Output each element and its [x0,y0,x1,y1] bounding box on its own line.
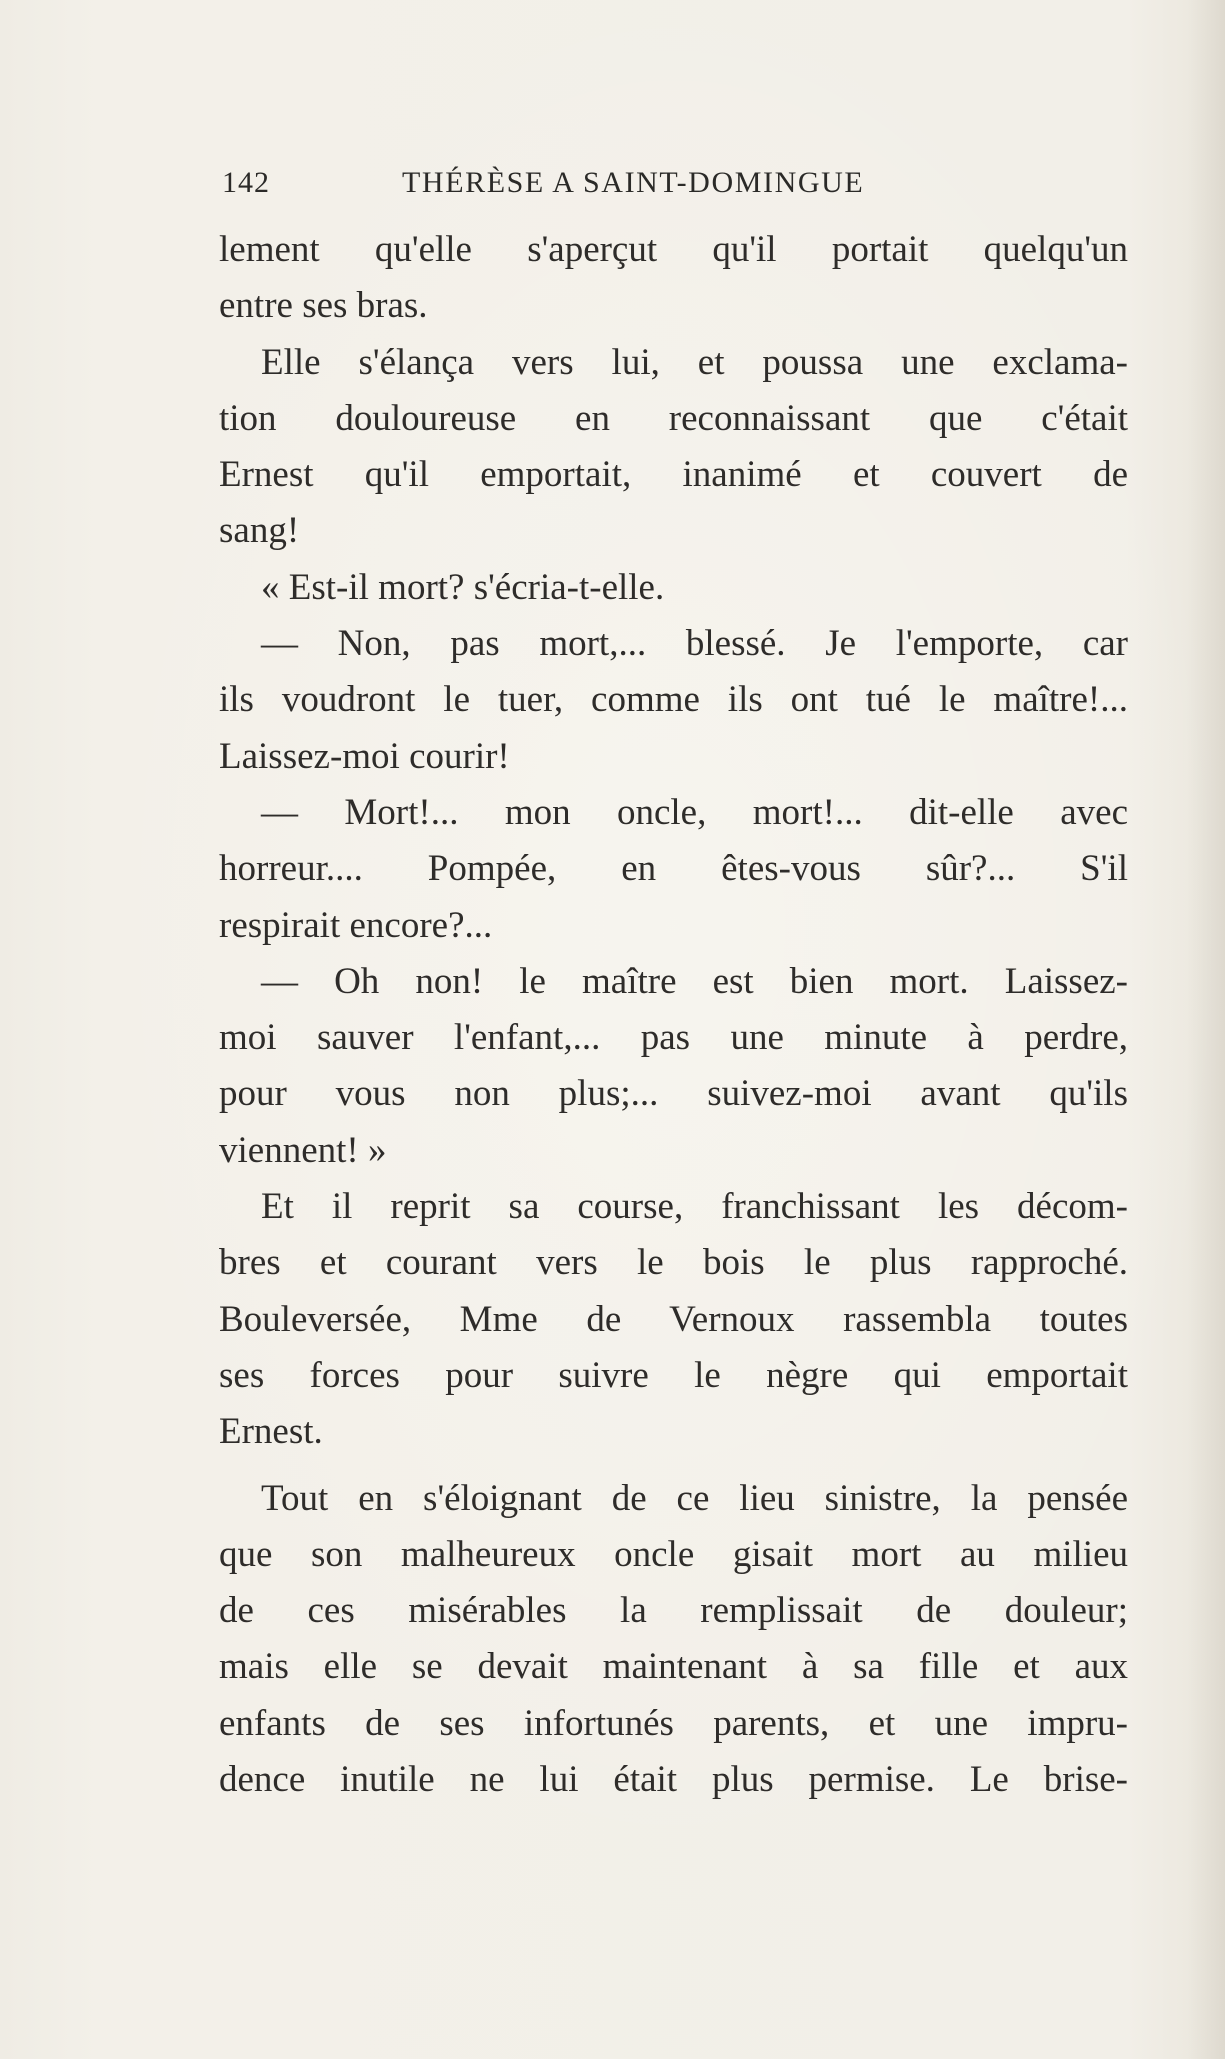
text-line: viennent! » [219,1129,387,1171]
text-line: entre ses bras. [219,285,428,327]
text-line: Tout en s'éloignant de ce lieu sinistre, la pensée [261,1477,1128,1519]
text-line: Ernest. [219,1411,323,1453]
text-line: — Non, pas mort,... blessé. Je l'emporte, car [261,623,1128,665]
text-line: enfants de ses infortunés parents, et une impru- [219,1702,1128,1744]
text-line: bres et courant vers le bois le plus rapproché. [219,1242,1128,1284]
running-head [222,166,1127,210]
text-line: mais elle se devait maintenant à sa fille et aux [219,1646,1128,1688]
text-line: de ces misérables la remplissait de douleur; [219,1590,1128,1632]
text-line: ses forces pour suivre le nègre qui emportait [219,1354,1128,1396]
text-line: que son malheureux oncle gisait mort au milieu [219,1533,1128,1575]
text-line: horreur.... Pompée, en êtes-vous sûr?... S'il [219,848,1128,890]
text-line: Et il reprit sa course, franchissant les décom- [261,1186,1128,1228]
text-line: — Oh non! le maître est bien mort. Laissez- [261,960,1128,1002]
text-line: lement qu'elle s'aperçut qu'il portait quelqu'un [219,229,1128,270]
text-line: pour vous non plus;... suivez-moi avant qu'ils [219,1073,1128,1115]
text-line: « Est-il mort? s'écria-t-elle. [261,566,665,608]
page-edge-shadow [1187,0,1225,2059]
page-number: 142 [222,166,270,199]
text-line: dence inutile ne lui était plus permise. Le brise- [219,1759,1128,1801]
text-line: Elle s'élança vers lui, et poussa une exclama- [261,341,1128,383]
text-line: moi sauver l'enfant,... pas une minute à perdre, [219,1017,1128,1059]
book-title: THÉRÈSE A SAINT-DOMINGUE [402,166,865,199]
body-text [219,222,1128,1808]
text-line: respirait encore?... [219,904,493,946]
text-line: tion douloureuse en reconnaissant que c'était [219,397,1128,439]
text-line: — Mort!... mon oncle, mort!... dit-elle avec [261,791,1128,833]
text-line: Laissez-moi courir! [219,735,510,777]
text-line: ils voudront le tuer, comme ils ont tué le maître!... [219,679,1128,721]
text-line: Bouleversée, Mme de Vernoux rassembla toutes [219,1298,1128,1340]
paragraph-gap [219,1461,1128,1471]
text-line: Ernest qu'il emportait, inanimé et couvert de [219,454,1128,496]
text-line: sang! [219,510,300,552]
